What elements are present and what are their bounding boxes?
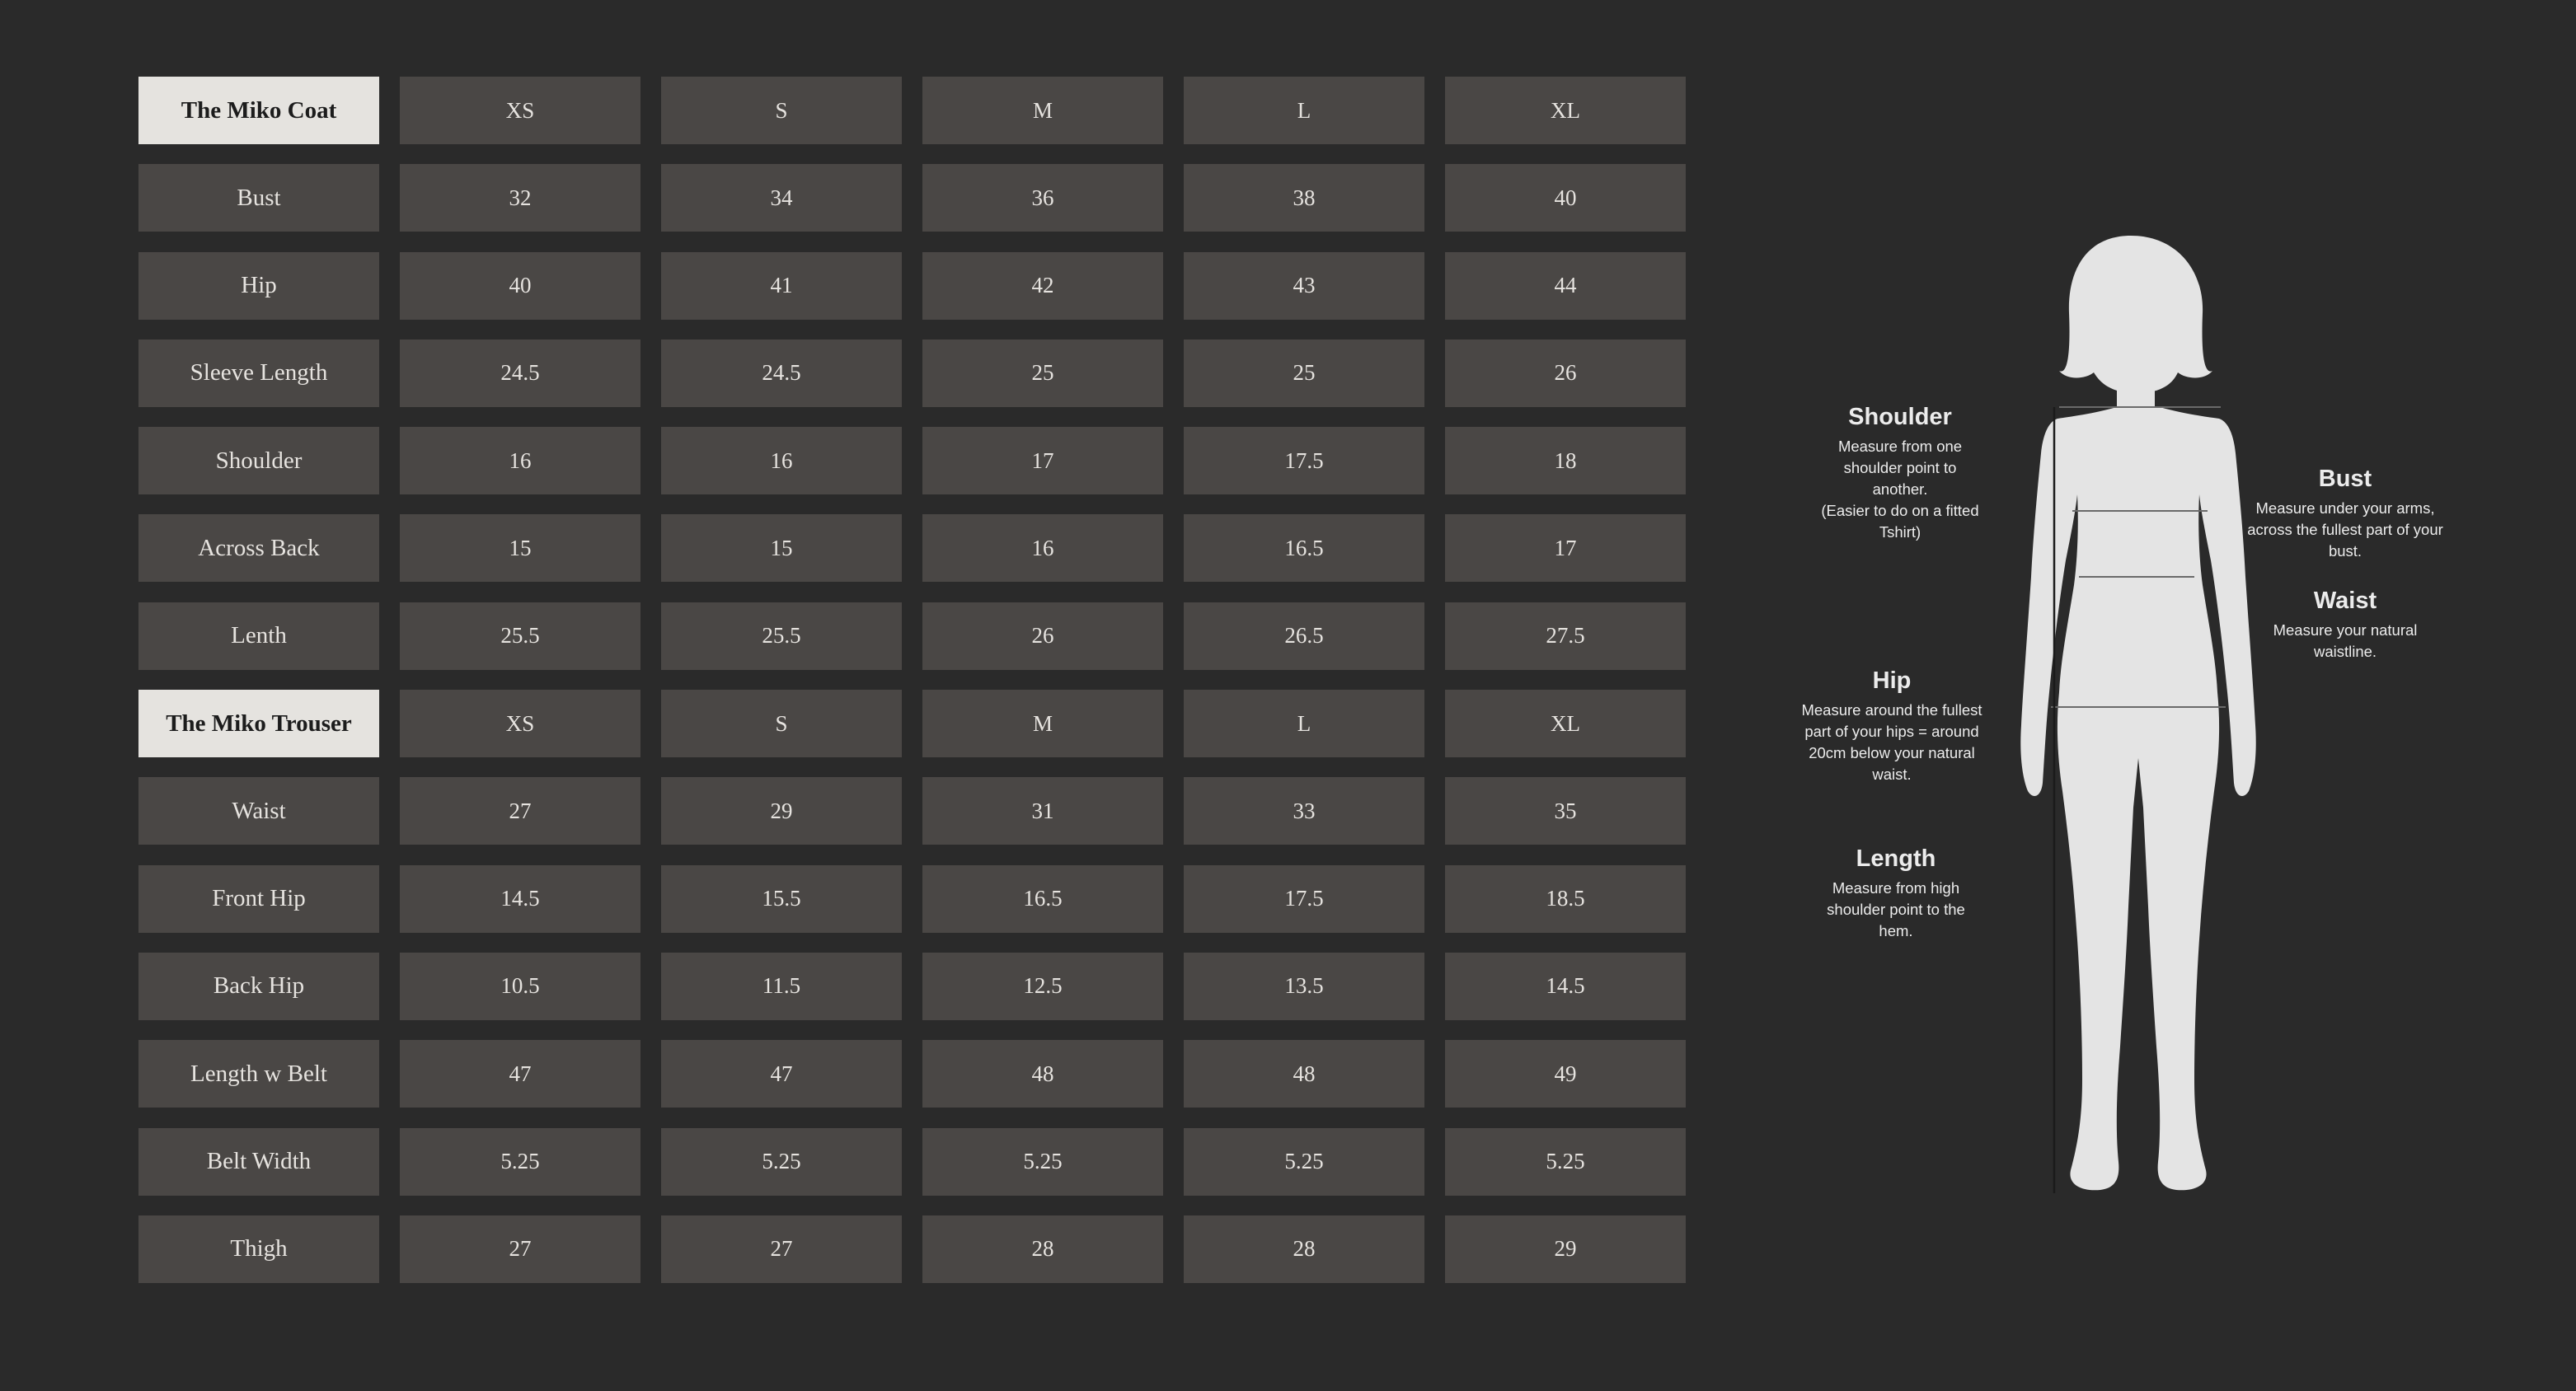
trouser-size-xs: XS (400, 690, 640, 757)
waist-text: Measure your natural waistline. (2273, 621, 2418, 660)
coat-cell: 36 (922, 164, 1163, 232)
trouser-cell: 10.5 (400, 953, 640, 1020)
coat-cell: 17.5 (1184, 427, 1424, 494)
length-title: Length (1856, 845, 1936, 872)
trouser-cell: 35 (1445, 777, 1686, 845)
trouser-cell: 33 (1184, 777, 1424, 845)
coat-cell: 41 (661, 252, 902, 320)
coat-row-label: Bust (138, 164, 379, 232)
coat-cell: 16 (661, 427, 902, 494)
size-chart-grid (138, 77, 1686, 1283)
coat-row-label: Shoulder (138, 427, 379, 494)
coat-row-label: Lenth (138, 602, 379, 670)
hip-text: Measure around the fullest part of your hips = around 20cm below your natural waist. (1801, 701, 1982, 783)
coat-size-xl: XL (1445, 77, 1686, 144)
waist-annotation (2250, 588, 2440, 663)
hip-annotation (1789, 667, 1995, 785)
trouser-cell: 29 (661, 777, 902, 845)
coat-row-label: Across Back (138, 514, 379, 582)
trouser-cell: 16.5 (922, 865, 1163, 933)
trouser-cell: 27 (400, 777, 640, 845)
trouser-size-m: M (922, 690, 1163, 757)
coat-cell: 34 (661, 164, 902, 232)
coat-cell: 42 (922, 252, 1163, 320)
coat-cell: 25 (922, 340, 1163, 407)
trouser-cell: 5.25 (1184, 1128, 1424, 1196)
length-annotation (1805, 845, 1987, 942)
trouser-row-label: Waist (138, 777, 379, 845)
shoulder-annotation (1801, 404, 1999, 543)
coat-cell: 25 (1184, 340, 1424, 407)
coat-cell: 24.5 (661, 340, 902, 407)
trouser-cell: 29 (1445, 1215, 1686, 1283)
trouser-cell: 47 (400, 1040, 640, 1108)
trouser-cell: 5.25 (400, 1128, 640, 1196)
coat-title: The Miko Coat (138, 77, 379, 144)
coat-cell: 40 (1445, 164, 1686, 232)
silhouette-icon (2020, 236, 2255, 1190)
hip-title: Hip (1872, 667, 1912, 694)
trouser-cell: 5.25 (922, 1128, 1163, 1196)
trouser-cell: 11.5 (661, 953, 902, 1020)
coat-cell: 25.5 (400, 602, 640, 670)
trouser-row-label: Length w Belt (138, 1040, 379, 1108)
trouser-cell: 28 (1184, 1215, 1424, 1283)
coat-cell: 44 (1445, 252, 1686, 320)
trouser-cell: 14.5 (1445, 953, 1686, 1020)
coat-cell: 26.5 (1184, 602, 1424, 670)
trouser-cell: 5.25 (661, 1128, 902, 1196)
trouser-cell: 49 (1445, 1040, 1686, 1108)
trouser-cell: 47 (661, 1040, 902, 1108)
trouser-cell: 17.5 (1184, 865, 1424, 933)
coat-cell: 16 (400, 427, 640, 494)
trouser-size-l: L (1184, 690, 1424, 757)
trouser-row-label: Front Hip (138, 865, 379, 933)
trouser-cell: 18.5 (1445, 865, 1686, 933)
trouser-cell: 14.5 (400, 865, 640, 933)
bust-title: Bust (2318, 466, 2372, 492)
coat-cell: 38 (1184, 164, 1424, 232)
trouser-size-xl: XL (1445, 690, 1686, 757)
coat-size-xs: XS (400, 77, 640, 144)
trouser-cell: 13.5 (1184, 953, 1424, 1020)
trouser-title: The Miko Trouser (138, 690, 379, 757)
coat-row-label: Hip (138, 252, 379, 320)
trouser-cell: 27 (400, 1215, 640, 1283)
trouser-cell: 5.25 (1445, 1128, 1686, 1196)
trouser-row-label: Thigh (138, 1215, 379, 1283)
length-text: Measure from high shoulder point to the hem. (1827, 879, 1965, 939)
coat-size-l: L (1184, 77, 1424, 144)
trouser-size-s: S (661, 690, 902, 757)
body-silhouette-figure (1962, 231, 2308, 1203)
coat-size-m: M (922, 77, 1163, 144)
trouser-cell: 28 (922, 1215, 1163, 1283)
trouser-cell: 48 (922, 1040, 1163, 1108)
coat-cell: 17 (1445, 514, 1686, 582)
coat-cell: 25.5 (661, 602, 902, 670)
trouser-row-label: Back Hip (138, 953, 379, 1020)
shoulder-title: Shoulder (1848, 404, 1952, 430)
coat-cell: 40 (400, 252, 640, 320)
coat-cell: 27.5 (1445, 602, 1686, 670)
coat-cell: 15 (400, 514, 640, 582)
trouser-row-label: Belt Width (138, 1128, 379, 1196)
coat-cell: 24.5 (400, 340, 640, 407)
shoulder-text: Measure from one shoulder point to another. (Easier to do on a fitted Tshirt) (1821, 438, 1979, 541)
bust-annotation (2234, 466, 2456, 562)
bust-text: Measure under your arms, across the fullest part of your bust. (2247, 499, 2443, 560)
waist-title: Waist (2313, 588, 2377, 614)
trouser-cell: 12.5 (922, 953, 1163, 1020)
coat-cell: 26 (922, 602, 1163, 670)
coat-cell: 16 (922, 514, 1163, 582)
coat-cell: 15 (661, 514, 902, 582)
coat-cell: 43 (1184, 252, 1424, 320)
coat-cell: 17 (922, 427, 1163, 494)
trouser-cell: 15.5 (661, 865, 902, 933)
trouser-cell: 27 (661, 1215, 902, 1283)
coat-cell: 32 (400, 164, 640, 232)
coat-cell: 26 (1445, 340, 1686, 407)
coat-size-s: S (661, 77, 902, 144)
coat-cell: 18 (1445, 427, 1686, 494)
coat-row-label: Sleeve Length (138, 340, 379, 407)
trouser-cell: 31 (922, 777, 1163, 845)
trouser-cell: 48 (1184, 1040, 1424, 1108)
coat-cell: 16.5 (1184, 514, 1424, 582)
